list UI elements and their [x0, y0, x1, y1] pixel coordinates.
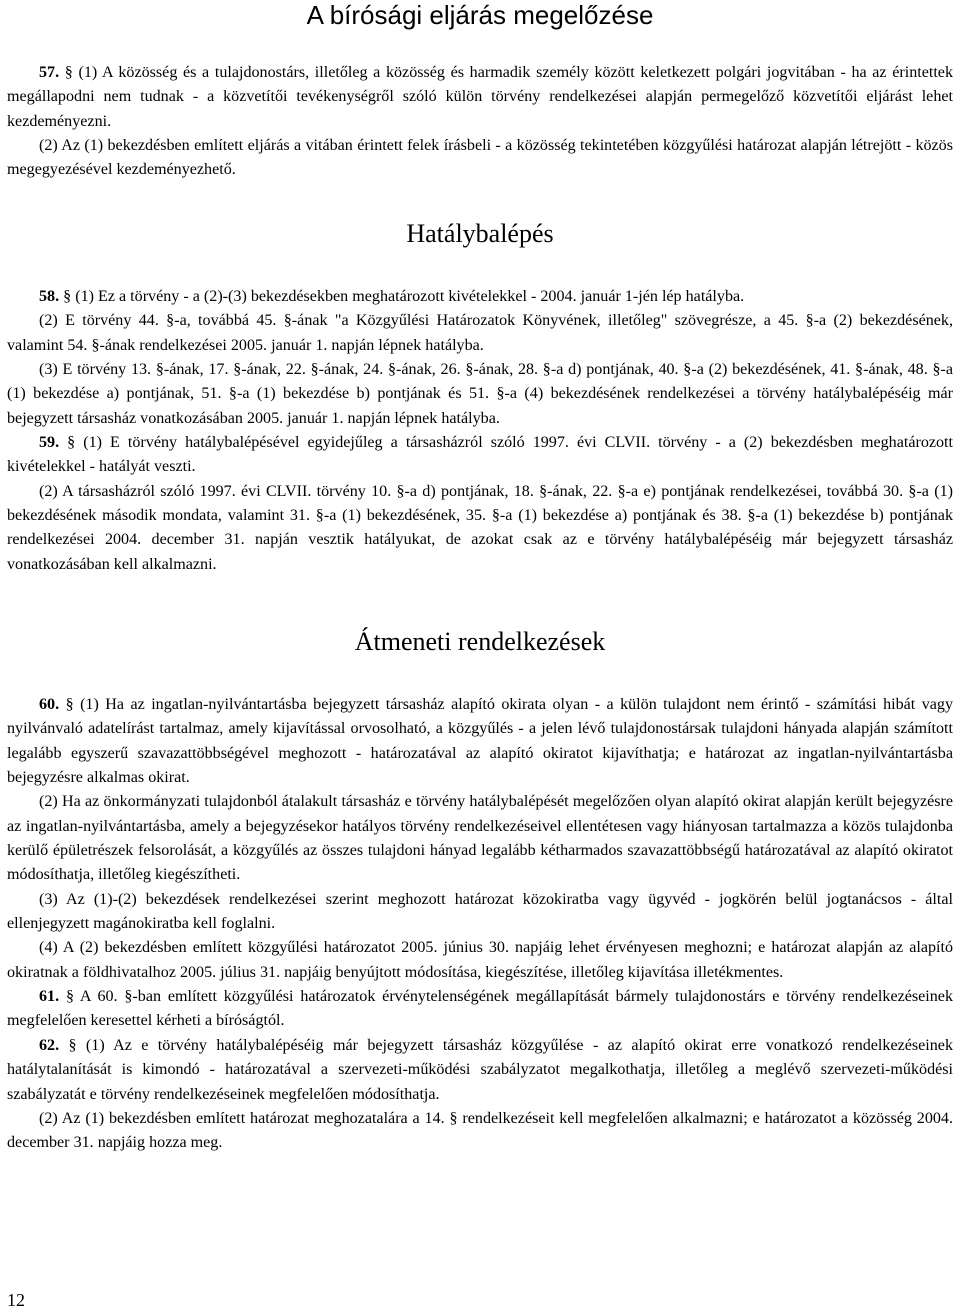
- section-57-text-1: § (1) A közösség és a tulajdonostárs, illetőleg a közösség és harmadik személy között keletkezett polgári jogvitában - ha az érintettek megállapodni nem tudnak - a közvetítői tevékenységről szóló külön törvény rendelkezései alapján permegelőző közvetítői eljárást lehet kezdeményezni.: [7, 64, 953, 130]
- section-58-text-1: § (1) Ez a törvény - a (2)-(3) bekezdésekben meghatározott kivételekkel - 2004. január 1-jén lép hatályba.: [63, 288, 745, 305]
- page-number: 12: [7, 1290, 25, 1310]
- section-60-paragraph-2: (2) Ha az önkormányzati tulajdonból átalakult társasház e törvény hatálybalépését megelőzően olyan alapító okirat alapján került bejegyzésre az ingatlan-nyilvántartásba, amely a bejegyzésekor hatályos törvény rendelkezéseivel ellentétesen vagy hiányosan tartalmazza a közös tulajdonba kerülő épületrészek felsorolását, a közgyűlés az összes tulajdoni hányad legalább kétharmados szavazattöbbségű határozatával az alapító okiratot módosíthatja, illetőleg kiegészítheti.: [7, 793, 953, 884]
- section-61-number: 61.: [39, 988, 60, 1006]
- section-60-number: 60.: [39, 696, 60, 713]
- heading-atmeneti-rendelkezesek: Átmeneti rendelkezések: [354, 627, 606, 656]
- section-57-paragraph-1: [7, 61, 953, 134]
- section-57-number: 57.: [39, 64, 60, 81]
- section-58-paragraph-3: (3) E törvény 13. §-ának, 17. §-ának, 22. §-ának, 24. §-ának, 26. §-ának, 28. §-a d) pontjának, 40. §-a (2) bekezdésének, 41. §-ának, 48. §-a (1) bekezdése a) pontjának, 51. §-a (1) bekezdése b) pontjának és 51. §-a (4) bekezdésének rendelkezései a törvény hatálybalépéséig már bejegyzett társasház vonatkozásában 2005. január 1. napján lépnek hatályba.: [7, 361, 953, 427]
- page-title: A bírósági eljárás megelőzése: [306, 0, 654, 30]
- section-58-paragraph-1: [7, 285, 953, 309]
- section-58-59: [7, 285, 953, 577]
- section-60-62: [7, 693, 953, 1156]
- section-58-number: 58.: [39, 288, 60, 305]
- section-61-paragraph-1: [7, 985, 953, 1034]
- section-60-paragraph-4: (4) A (2) bekezdésben említett közgyűlési határozatot 2005. június 30. napjáig lehet érvényesen meghozni; e határozat alapján az alapító okiratnak a földhivatalhoz 2005. július 31. napjáig benyújtott módosítása, kiegészítése, illetőleg kijavítása illetékmentes.: [7, 939, 953, 981]
- document-page: [7, 0, 953, 1312]
- section-59-paragraph-2: (2) A társasházról szóló 1997. évi CLVII. törvény 10. §-a d) pontjának, 18. §-ának, 22. §-a e) pontjának rendelkezései, továbbá 30. §-a (1) bekezdésének második mondata, valamint 31. §-a (1) bekezdésének, 35. §-a (1) bekezdése a) pontjának és 38. §-a (1) bekezdése b) pontjának rendelkezései 2004. december 31. napján vesztik hatályukat, de azokat csak az e törvény hatálybalépéséig már bejegyzett társasház vonatkozásában kell alkalmazni.: [7, 482, 953, 573]
- section-58-paragraph-2: (2) E törvény 44. §-a, továbbá 45. §-ának "a Közgyűlési Határozatok Könyvének, illetőleg" szövegrésze, a 45. §-a (2) bekezdésének, valamint 54. §-ának rendelkezései 2005. január 1. napján lépnek hatályba.: [7, 312, 953, 354]
- section-62-paragraph-2: (2) Az (1) bekezdésben említett határozat meghozatalára a 14. § rendelkezéseit kell megfelelően alkalmazni; e határozatot a közösség 2004. december 31. napjáig hozza meg.: [7, 1109, 953, 1152]
- heading-hatalybalepes: Hatálybalépés: [406, 219, 554, 248]
- section-62-number: 62.: [39, 1036, 60, 1054]
- section-60-paragraph-1: [7, 693, 953, 790]
- section-59-paragraph-1: [7, 431, 953, 480]
- section-59-text-1: § (1) E törvény hatálybalépésével egyidejűleg a társasházról szóló 1997. évi CLVII. törvény - a (2) bekezdésben meghatározott kivételekkel - hatályát veszti.: [7, 434, 954, 476]
- section-61-text-1: § A 60. §-ban említett közgyűlési határozatok érvénytelenségének megállapítását bármely tulajdonostárs e törvény rendelkezéseinek megfelelően keresettel kérheti a bíróságtól.: [7, 988, 953, 1030]
- section-62-paragraph-1: [7, 1034, 953, 1107]
- section-62-text-1: § (1) Az e törvény hatálybalépéséig már bejegyzett társasház közgyűlése - az alapító okirat erre vonatkozó rendelkezéseinek hatálytalanítását is kimondó - határozatával a szervezeti-működési szabályzatot megalkothatja, illetőleg a meglévő szervezeti-működési szabályzatát e törvény rendelkezéseinek megfelelően módosíthatja.: [7, 1036, 953, 1103]
- section-57-paragraph-2: (2) Az (1) bekezdésben említett eljárás a vitában érintett felek írásbeli - a közösség tekintetében közgyűlési határozat alapján létrejött - közös megegyezésével kezdeményezhető.: [7, 137, 953, 179]
- section-60-paragraph-3: (3) Az (1)-(2) bekezdések rendelkezései szerint meghozott határozat közokiratba vagy ügyvéd - jogkörén belül jogtanácsos - által ellenjegyzett magánokiratba kell foglalni.: [7, 890, 953, 933]
- section-59-number: 59.: [39, 434, 60, 452]
- section-60-text-1: § (1) Ha az ingatlan-nyilvántartásba bejegyzett társasház alapító okirata olyan - a külön tulajdont nem érintő - számítási hibát vagy nyilvánvaló adatelírást tartalmaz, amely kijavítással orvosolható, a közgyűlés - a jelen lévő tulajdonostársak tulajdoni hányada alapján számított legalább egyszerű szavazattöbbségével meghozott - határozatával az alapító okiratot kijavíthatja; e határozat az ingatlan-nyilvántartásba bejegyzésre alkalmas okirat.: [7, 696, 954, 787]
- section-57: [7, 61, 953, 183]
